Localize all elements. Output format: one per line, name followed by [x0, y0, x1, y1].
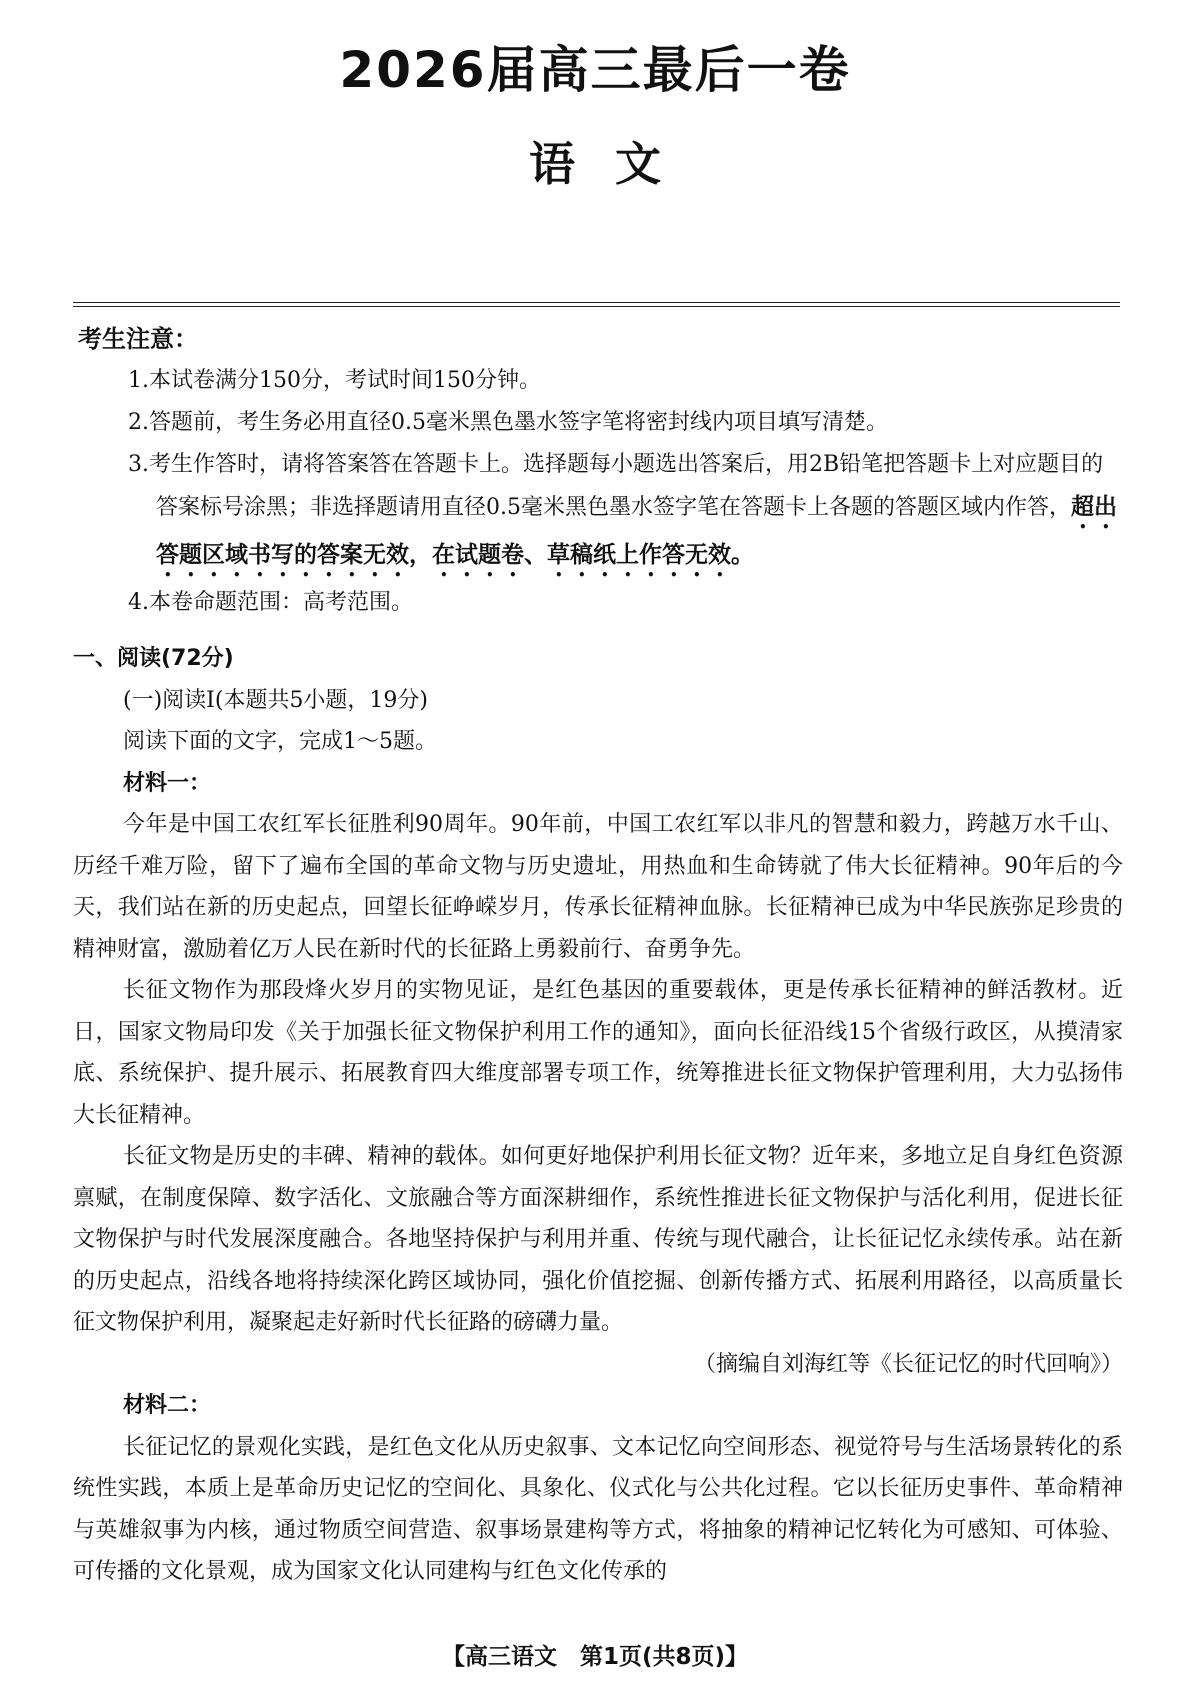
notice-item-3 — [78, 444, 1123, 582]
notice-item-2: 2.答题前，考生务必用直径0.5毫米黑色墨水签字笔将密封线内项目填写清楚。 — [128, 410, 888, 435]
material-2-paragraph: 长征记忆的景观化实践，是红色文化从历史叙事、文本记忆向空间形态、视觉符号与生活场景转化的系统性实践，本质上是革命历史记忆的空间化、具象化、仪式化与公共化过程。它以长征历史事件、革命精神与英雄叙事为内核，通过物质空间营造、叙事场景建构等方式，将抽象的精神记忆转化为可感知、可体验、可传播的文化景观，成为国家文化认同建构与红色文化传承的 — [73, 1434, 1123, 1584]
page-footer: 【高三语文 第1页(共8页)】 — [441, 1644, 749, 1670]
section-heading: 一、阅读(72分) — [73, 646, 234, 671]
divider-line — [73, 306, 1120, 307]
material-1-paragraph: 长征文物是历史的丰碑、精神的载体。如何更好地保护利用长征文物？近年来，多地立足自身红色资源禀赋，在制度保障、数字活化、文旅融合等方面深耕细作，系统性推进长征文物保护与活化利用，促进长征文物保护与时代发展深度融合。各地坚持保护与利用并重、传统与现代融合，让长征记忆永续传承。站在新的历史起点，沿线各地将持续深化跨区域协同，强化价值挖掘、创新传播方式、拓展利用路径，以高质量长征文物保护利用，凝聚起走好新时代长征路的磅礴力量。 — [73, 1144, 1123, 1335]
exam-title: 2026届高三最后一卷 — [339, 41, 851, 99]
notice-item-4: 4.本卷命题范围：高考范围。 — [128, 590, 413, 615]
notice-item-3-text: 3.考生作答时，请将答案答在答题卡上。选择题每小题选出答案后，用2B铅笔把答题卡上对应题目的答案标号涂黑；非选择题请用直径0.5毫米黑色墨水签字笔在答题卡上各题的答题区域内作答， — [128, 452, 1104, 520]
reading-instruction: 阅读下面的文字，完成1～5题。 — [123, 729, 437, 754]
candidate-notice — [78, 318, 1123, 624]
material-1-source: （摘编自刘海红等《长征记忆的时代回响》） — [693, 1351, 1123, 1377]
material-1-label: 材料一： — [123, 770, 212, 796]
notice-item-1: 1.本试卷满分150分，考试时间150分钟。 — [128, 368, 541, 393]
subject-title: 语文 — [529, 137, 701, 191]
material-1-paragraph: 今年是中国工农红军长征胜利90周年。90年前，中国工农红军以非凡的智慧和毅力，跨越万水千山、历经千难万险，留下了遍布全国的革命文物与历史遗址，用热血和生命铸就了伟大长征精神。90年后的今天，我们站在新的历史起点，回望长征峥嵘岁月，传承长征精神血脉。长征精神已成为中华民族弥足珍贵的精神财富，激励着亿万人民在新时代的长征路上勇毅前行、奋勇争先。 — [73, 812, 1123, 962]
notice-item-3-emphasis: 超出答题区域书写的答案无效，在试题卷、草稿纸上作答无效。 — [156, 494, 1117, 568]
reading-section — [73, 638, 1123, 1593]
sub-section-heading: (一)阅读Ⅰ(本题共5小题，19分) — [123, 687, 429, 713]
notice-heading: 考生注意： — [78, 325, 198, 353]
divider-line — [73, 302, 1120, 303]
material-1-paragraph: 长征文物作为那段烽火岁月的实物见证，是红色基因的重要载体，更是传承长征精神的鲜活教材。近日，国家文物局印发《关于加强长征文物保护利用工作的通知》，面向长征沿线15个省级行政区，从摸清家底、系统保护、提升展示、拓展教育四大维度部署专项工作，统筹推进长征文物保护管理利用，大力弘扬伟大长征精神。 — [73, 978, 1123, 1128]
material-2-label: 材料二： — [123, 1393, 212, 1418]
